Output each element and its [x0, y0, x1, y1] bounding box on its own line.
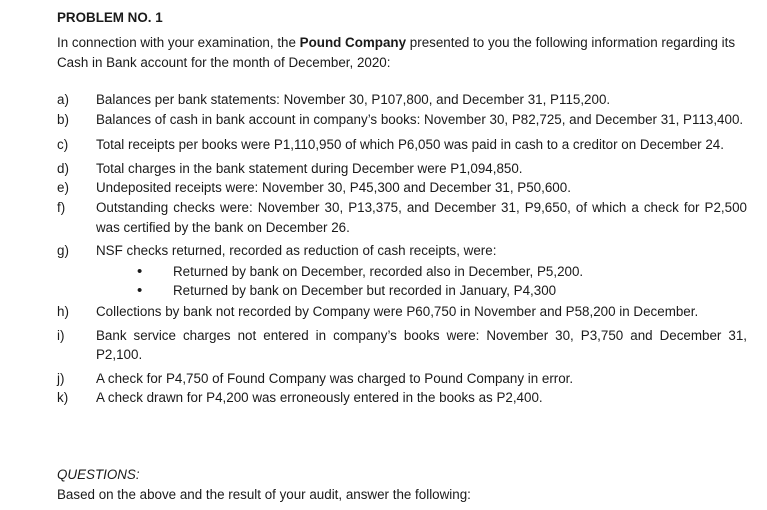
- intro-text-start: In connection with your examination, the: [57, 35, 300, 50]
- item-letter: k): [57, 390, 69, 406]
- list-item: [57, 110, 747, 130]
- item-letter: e): [57, 180, 69, 196]
- problem-title: PROBLEM NO. 1: [57, 10, 163, 25]
- list-item: [57, 159, 747, 179]
- questions-heading: QUESTIONS:: [57, 467, 140, 482]
- item-letter: c): [57, 137, 69, 153]
- questions-intro: Based on the above and the result of your audit, answer the following:: [57, 487, 471, 502]
- item-list: [57, 90, 747, 408]
- item-text: Balances per bank statements: November 30, P107,800, and December 31, P115,200.: [96, 92, 611, 107]
- item-letter: i): [57, 327, 65, 343]
- item-letter: d): [57, 160, 69, 176]
- item-letter: b): [57, 111, 69, 127]
- intro-paragraph: [57, 33, 747, 72]
- item-text: Total charges in the bank statement during December were P1,094,850.: [96, 160, 523, 176]
- bullet-item: • Returned by bank on December but recorded in January, P4,300: [153, 281, 747, 301]
- item-text: Balances of cash in bank account in company’s books: November 30, P82,725, and December 31, P113,400.: [96, 111, 744, 127]
- intro-text-end: presented to you the following information regarding its Cash in Bank account for the month of December, 2020:: [57, 35, 736, 70]
- item-letter: j): [57, 370, 65, 386]
- item-text: NSF checks returned, recorded as reduction of cash receipts, were:: [96, 243, 497, 259]
- item-letter: f): [57, 199, 66, 215]
- list-item: [57, 135, 747, 155]
- list-item: [57, 90, 747, 110]
- item-letter: h): [57, 303, 69, 319]
- list-item: [57, 326, 747, 365]
- item-text: Collections by bank not recorded by Company were P60,750 in November and P58,200 in December.: [96, 303, 699, 319]
- list-item: [57, 241, 747, 261]
- item-letter: a): [57, 92, 69, 107]
- item-text: A check drawn for P4,200 was erroneously entered in the books as P2,400.: [96, 390, 543, 406]
- item-text: Undeposited receipts were: November 30, P45,300 and December 31, P50,600.: [96, 180, 571, 196]
- list-item: [57, 388, 747, 408]
- list-item: [57, 369, 747, 389]
- item-text: Total receipts per books were P1,110,950 of which P6,050 was paid in cash to a creditor on December 24.: [96, 137, 724, 153]
- item-letter: g): [57, 243, 69, 259]
- nsf-bullet-list: [153, 262, 747, 301]
- item-text: Outstanding checks were: November 30, P13,375, and December 31, P9,650, of which a check for P2,500 was certified by the bank on December 26.: [96, 199, 747, 235]
- list-item: [57, 302, 747, 322]
- company-name: Pound Company: [299, 35, 407, 50]
- item-text: Bank service charges not entered in company’s books were: November 30, P3,750 and December 31, P2,100.: [96, 327, 747, 363]
- list-item: [57, 178, 747, 198]
- item-text: A check for P4,750 of Found Company was charged to Pound Company in error.: [96, 370, 574, 386]
- list-item: [57, 198, 747, 237]
- bullet-item: • Returned by bank on December, recorded also in December, P5,200.: [153, 262, 747, 282]
